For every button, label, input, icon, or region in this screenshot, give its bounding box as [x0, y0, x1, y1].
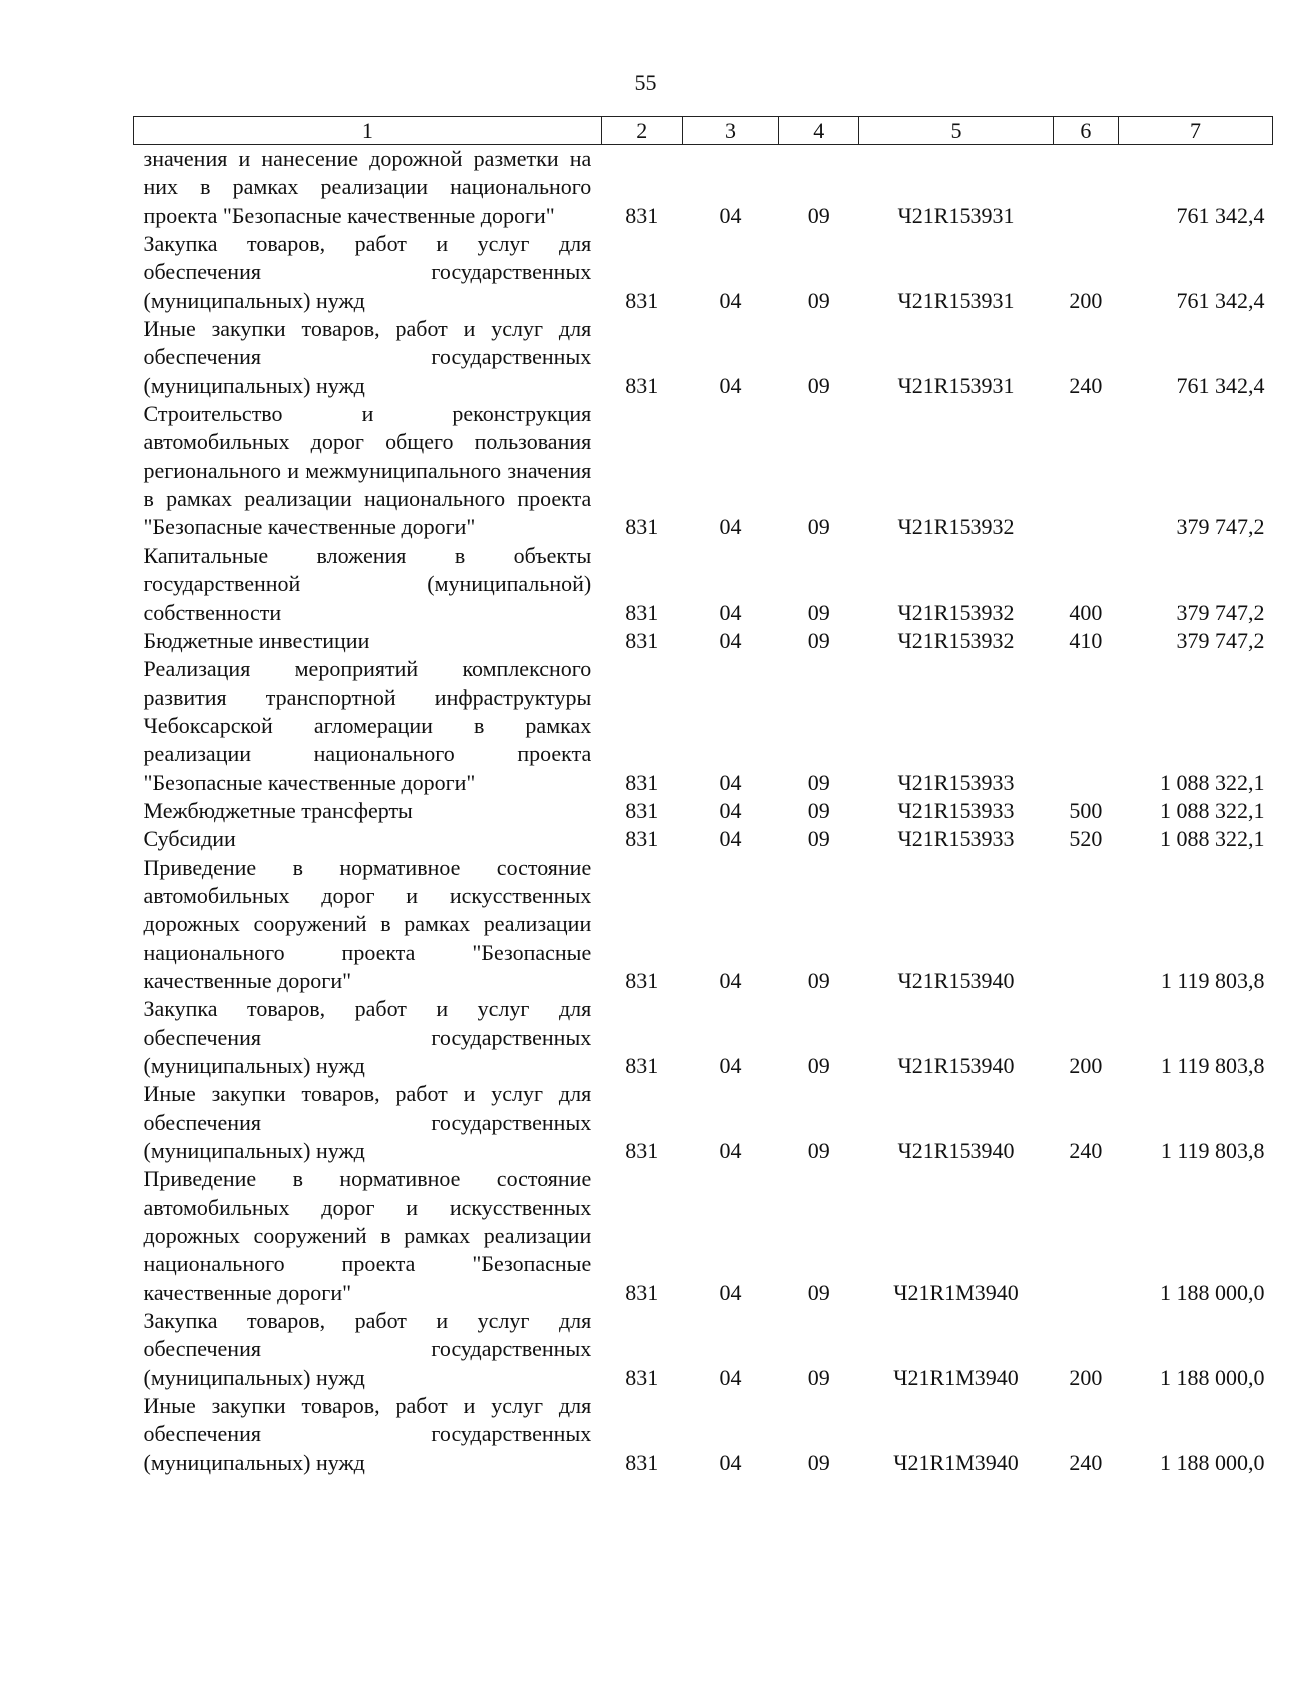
row-subsection: 09: [807, 372, 830, 398]
row-name: Строительство и реконструкция автомобильных дорог общего пользования регионального и межмуниципального значения в рамках реализации национального проекта "Безопасные качественные дороги": [143, 401, 592, 540]
row-amount: 1 119 803,8: [1160, 1138, 1265, 1164]
table-row: [134, 400, 1273, 542]
row-target-article: Ч21R153932: [897, 599, 1015, 625]
row-expense-type: 500: [1069, 797, 1103, 823]
row-amount: 761 342,4: [1176, 287, 1265, 313]
row-name: Иные закупки товаров, работ и услуг для обеспечения государственных (муниципальных) нужд: [143, 1393, 592, 1475]
budget-table: [133, 116, 1273, 1477]
row-subsection: 09: [807, 1053, 830, 1078]
row-subsection: 09: [807, 202, 830, 228]
row-subsection: 09: [807, 627, 830, 653]
row-ministry-code: 831: [625, 826, 659, 852]
table-row: [134, 995, 1273, 1080]
row-section: 04: [719, 1279, 742, 1305]
table-row: [134, 1392, 1273, 1477]
header-cell-5: 5: [859, 117, 1054, 145]
header-cell-7: 7: [1118, 117, 1272, 145]
row-name: Закупка товаров, работ и услуг для обеспечения государственных (муниципальных) нужд: [143, 231, 592, 313]
row-name: значения и нанесение дорожной разметки на них в рамках реализации национального проекта "Безопасные качественные дороги": [143, 146, 592, 228]
row-amount: 379 747,2: [1176, 627, 1265, 653]
table-row: [134, 542, 1273, 627]
row-subsection: 09: [807, 1364, 830, 1390]
table-row: [134, 1080, 1273, 1165]
row-amount: 1 188 000,0: [1160, 1449, 1265, 1475]
row-amount: 761 342,4: [1176, 372, 1265, 398]
row-target-article: Ч21R153933: [897, 826, 1015, 852]
row-ministry-code: 831: [625, 967, 659, 993]
row-amount: 761 342,4: [1176, 202, 1265, 228]
row-amount: 1 188 000,0: [1160, 1279, 1265, 1305]
table-row: [134, 315, 1273, 400]
header-cell-3: 3: [682, 117, 779, 145]
table-row: [134, 1307, 1273, 1392]
row-amount: 1 119 803,8: [1160, 1053, 1265, 1078]
row-expense-type: 240: [1069, 372, 1103, 398]
row-ministry-code: 831: [625, 769, 659, 795]
row-section: 04: [719, 1053, 742, 1078]
row-subsection: 09: [807, 1279, 830, 1305]
row-target-article: Ч21R1M3940: [893, 1449, 1019, 1475]
row-target-article: Ч21R1M3940: [893, 1364, 1019, 1390]
row-target-article: Ч21R153931: [897, 372, 1015, 398]
row-expense-type: 200: [1069, 287, 1103, 313]
row-section: 04: [719, 627, 742, 653]
row-subsection: 09: [807, 599, 830, 625]
row-section: 04: [719, 1449, 742, 1475]
row-target-article: Ч21R153931: [897, 287, 1015, 313]
row-section: 04: [719, 769, 742, 795]
row-section: 04: [719, 287, 742, 313]
row-target-article: Ч21R153933: [897, 797, 1015, 823]
page-number: 55: [634, 70, 657, 95]
row-ministry-code: 831: [625, 1449, 659, 1475]
row-section: 04: [719, 202, 742, 228]
row-name: Закупка товаров, работ и услуг для обеспечения государственных (муниципальных) нужд: [143, 1308, 592, 1390]
table-row: [134, 145, 1273, 231]
row-amount: 1 119 803,8: [1160, 967, 1265, 993]
header-cell-2: 2: [601, 117, 682, 145]
row-subsection: 09: [807, 797, 830, 823]
row-ministry-code: 831: [625, 599, 659, 625]
header-cell-1: 1: [134, 117, 602, 145]
row-amount: 1 088 322,1: [1160, 797, 1265, 823]
row-ministry-code: 831: [625, 1279, 659, 1305]
row-ministry-code: 831: [625, 1138, 659, 1164]
row-name: Закупка товаров, работ и услуг для обеспечения государственных (муниципальных) нужд: [143, 996, 592, 1078]
row-subsection: 09: [807, 1449, 830, 1475]
row-subsection: 09: [807, 826, 830, 852]
row-target-article: Ч21R153940: [897, 967, 1015, 993]
table-row: [134, 854, 1273, 996]
row-name: Приведение в нормативное состояние автомобильных дорог и искусственных дорожных сооружений в рамках реализации национального проекта "Безопасные качественные дороги": [143, 1166, 592, 1305]
table-header: [134, 117, 1273, 145]
table-row: [134, 627, 1273, 655]
row-subsection: 09: [807, 769, 830, 795]
row-name: Межбюджетные трансферты: [143, 797, 413, 823]
row-name: Иные закупки товаров, работ и услуг для обеспечения государственных (муниципальных) нужд: [143, 316, 592, 398]
row-ministry-code: 831: [625, 514, 659, 540]
row-ministry-code: 831: [625, 287, 659, 313]
header-cell-4: 4: [779, 117, 859, 145]
row-section: 04: [719, 599, 742, 625]
row-section: 04: [719, 372, 742, 398]
row-expense-type: [1053, 655, 1118, 797]
row-name: Капитальные вложения в объекты государственной (муниципальной) собственности: [143, 542, 592, 625]
row-name: Приведение в нормативное состояние автомобильных дорог и искусственных дорожных сооружений в рамках реализации национального проекта "Безопасные качественные дороги": [143, 854, 592, 993]
row-subsection: 09: [807, 514, 830, 540]
table-row: [134, 655, 1273, 797]
row-name: Бюджетные инвестиции: [143, 627, 370, 653]
row-ministry-code: 831: [625, 372, 659, 398]
row-ministry-code: 831: [625, 1364, 659, 1390]
row-amount: 379 747,2: [1176, 599, 1265, 625]
row-target-article: Ч21R153932: [897, 514, 1015, 540]
row-target-article: Ч21R153940: [897, 1138, 1015, 1164]
row-expense-type: 200: [1069, 1364, 1103, 1390]
row-ministry-code: 831: [625, 1053, 659, 1078]
row-ministry-code: 831: [625, 202, 659, 228]
row-expense-type: [1053, 1165, 1118, 1307]
row-section: 04: [719, 1138, 742, 1164]
row-target-article: Ч21R153940: [897, 1053, 1015, 1078]
row-amount: 379 747,2: [1176, 514, 1265, 540]
row-target-article: Ч21R153933: [897, 769, 1015, 795]
row-expense-type: 520: [1069, 826, 1103, 852]
row-section: 04: [719, 1364, 742, 1390]
row-expense-type: [1053, 854, 1118, 996]
row-ministry-code: 831: [625, 797, 659, 823]
row-target-article: Ч21R1M3940: [893, 1279, 1019, 1305]
row-subsection: 09: [807, 287, 830, 313]
row-amount: 1 088 322,1: [1160, 826, 1265, 852]
header-cell-6: 6: [1053, 117, 1118, 145]
row-expense-type: 240: [1069, 1138, 1103, 1164]
table-row: [134, 797, 1273, 825]
table-row: [134, 230, 1273, 315]
row-expense-type: 240: [1069, 1449, 1103, 1475]
row-section: 04: [719, 826, 742, 852]
row-target-article: Ч21R153931: [897, 202, 1015, 228]
header-row: [134, 117, 1273, 145]
row-subsection: 09: [807, 1138, 830, 1164]
row-section: 04: [719, 967, 742, 993]
row-ministry-code: 831: [625, 627, 659, 653]
row-section: 04: [719, 797, 742, 823]
row-subsection: 09: [807, 967, 830, 993]
row-expense-type: 200: [1069, 1053, 1103, 1078]
row-name: Реализация мероприятий комплексного развития транспортной инфраструктуры Чебоксарской агломерации в рамках реализации национального проекта "Безопасные качественные дороги": [143, 656, 592, 795]
row-section: 04: [719, 514, 742, 540]
row-expense-type: 400: [1069, 599, 1103, 625]
row-expense-type: 410: [1069, 627, 1103, 653]
row-amount: 1 088 322,1: [1160, 769, 1265, 795]
row-target-article: Ч21R153932: [897, 627, 1015, 653]
row-name: Иные закупки товаров, работ и услуг для обеспечения государственных (муниципальных) нужд: [143, 1081, 592, 1164]
row-expense-type: [1053, 145, 1118, 231]
table-row: [134, 825, 1273, 853]
row-expense-type: [1053, 400, 1118, 542]
row-name: Субсидии: [143, 826, 236, 852]
row-amount: 1 188 000,0: [1160, 1364, 1265, 1390]
table-row: [134, 1165, 1273, 1307]
table-body: [134, 145, 1273, 1478]
